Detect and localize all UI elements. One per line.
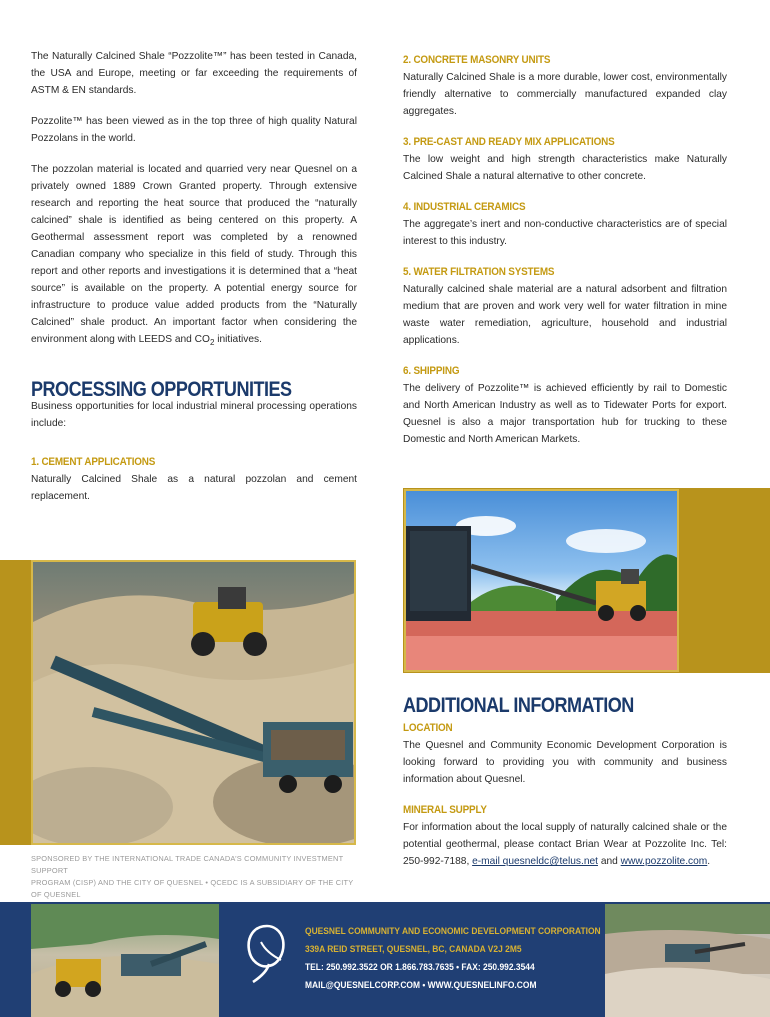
email-link[interactable]: e-mail quesneldc@telus.net	[472, 856, 598, 867]
processing-intro: Business opportunities for local industrial mineral processing operations include:	[31, 401, 357, 430]
intro-paragraph-3	[31, 161, 357, 351]
footer-loader-illustration	[31, 904, 219, 1017]
period: .	[707, 856, 711, 867]
location-text: The Quesnel and Community Economic Development Corporation is looking forward to providing you with community and business information about Quesnel.	[403, 740, 727, 785]
intro-paragraph-1: The Naturally Calcined Shale “Pozzolite™” has been tested in Canada, the USA and Europe, meeting or far exceeding the requirements of ASTM & EN standards.	[31, 51, 357, 96]
footer-loader-photo	[31, 904, 219, 1017]
right-column	[403, 48, 727, 462]
item6-text: The delivery of Pozzolite™ is achieved efficiently by rail to Domestic and North American Industry as well as to Tidewater Ports for export. Quesnel is also a major transportation hub for trucking to these Domestic and North American Markets.	[403, 383, 727, 445]
and-text: and	[597, 856, 621, 867]
item1-text: Naturally Calcined Shale as a natural pozzolan and cement replacement.	[31, 474, 357, 503]
sponsor-line-2: PROGRAM (CISP) AND THE CITY OF QUESNEL • QCEDC IS A SUBSIDIARY OF THE CITY OF QUESNEL	[31, 878, 354, 899]
mineral-supply-body: For information about the local supply of naturally calcined shale or the potential geothermal, please contact Brian Wear at Pozzolite Inc. Tel: 250-992-7188,	[403, 822, 727, 867]
additional-info-section	[403, 694, 727, 884]
co2-subscript: 2	[209, 338, 215, 348]
item6-title: 6. SHIPPING	[403, 365, 460, 377]
para3-end: initiatives.	[214, 334, 262, 345]
footer-phones: TEL: 250.992.3522 OR 1.866.783.7635 • FAX: 250.992.3544	[305, 962, 535, 973]
quarry-crusher-photo	[31, 560, 356, 845]
item2-text: Naturally Calcined Shale is a more durable, lower cost, environmentally friendly alternative to commercially manufactured expanded clay aggregates.	[403, 72, 727, 117]
qcedc-logo-icon	[243, 920, 291, 986]
pozzolite-website-link[interactable]: www.pozzolite.com	[620, 856, 708, 867]
item5-title: 5. WATER FILTRATION SYSTEMS	[403, 266, 555, 278]
intro-paragraph-2: Pozzolite™ has been viewed as in the top three of high quality Natural Pozzolans in the world.	[31, 116, 357, 144]
item3-title: 3. PRE-CAST AND READY MIX APPLICATIONS	[403, 136, 615, 148]
rail-loading-photo	[404, 489, 679, 672]
processing-title: PROCESSING OPPORTUNITIES	[31, 378, 292, 402]
footer-contact-text	[305, 923, 601, 995]
item3-text: The low weight and high strength characteristics make Naturally Calcined Shale a natural alternative to other concrete.	[403, 154, 727, 182]
footer-quarry-illustration	[605, 904, 770, 1017]
quarry-crusher-illustration	[33, 562, 356, 845]
item5-text: Naturally calcined shale material are a natural adsorbent and filtration medium that are proven and work very well for water filtration in mine waste water remediation, agriculture, household and industrial applications.	[403, 284, 727, 346]
location-title: LOCATION	[403, 722, 453, 734]
item2-title: 2. CONCRETE MASONRY UNITS	[403, 54, 551, 66]
footer-quarry-photo	[605, 904, 770, 1017]
additional-title: ADDITIONAL INFORMATION	[403, 694, 634, 717]
sponsor-line-1: SPONSORED BY THE INTERNATIONAL TRADE CANADA’S COMMUNITY INVESTMENT SUPPORT	[31, 854, 344, 875]
mineral-supply-text	[403, 819, 727, 870]
footer-web-email[interactable]: MAIL@QUESNELCORP.COM • WWW.QUESNELINFO.COM	[305, 980, 537, 991]
gold-band-left	[0, 560, 31, 845]
para3-text: The pozzolan material is located and quarried very near Quesnel on a privately owned 1889 Crown Granted property. Through extensive research and reporting the heat source that produced the “naturally calcined” shale is identified as being centered on this property. A Geothermal assessment report was completed by a renowned Canadian company who specialize in this field of study. Through this report and other reports and investigations it is determined that a “heat source” is available on the property. A potential energy source for infrastructure to produce value added products from the “Naturally Calcined” shale product. An important factor when considering the environment along with LEEDS and CO	[31, 164, 357, 345]
footer-address: 339A REID STREET, QUESNEL, BC, CANADA V2J 2M5	[305, 944, 522, 955]
item4-text: The aggregate’s inert and non-conductive characteristics are of special interest to this industry.	[403, 219, 727, 247]
item1-title: 1. CEMENT APPLICATIONS	[31, 456, 156, 469]
left-column	[31, 48, 357, 519]
rail-loading-illustration	[406, 491, 679, 672]
mineral-supply-title: MINERAL SUPPLY	[403, 804, 487, 816]
footer-org-name: QUESNEL COMMUNITY AND ECONOMIC DEVELOPMENT CORPORATION	[305, 926, 601, 937]
item4-title: 4. INDUSTRIAL CERAMICS	[403, 201, 526, 213]
